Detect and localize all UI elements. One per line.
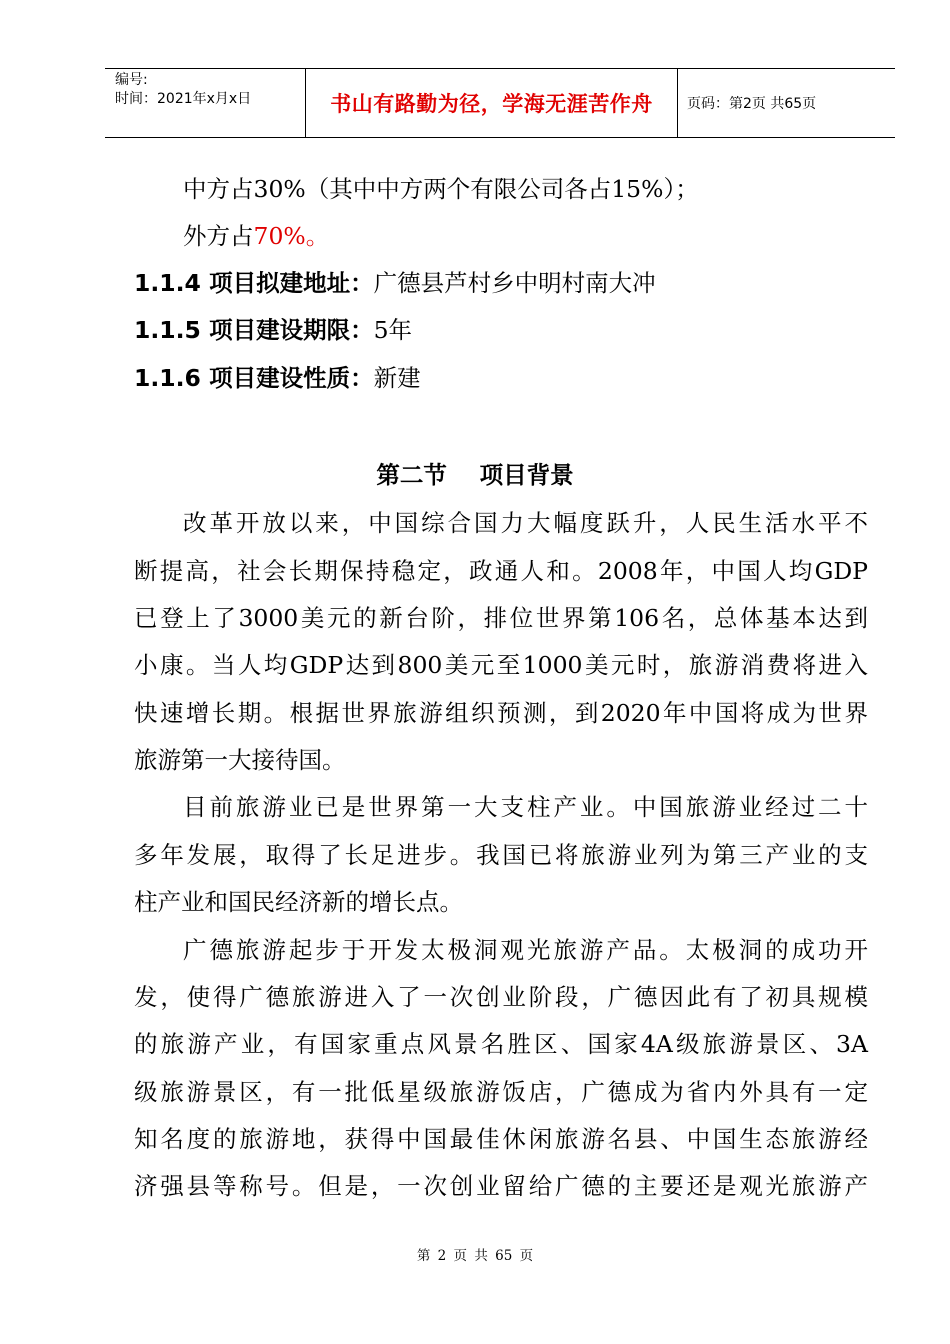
paragraph-line: 旅游第一大接待国。: [134, 746, 346, 774]
nature-label: 1.1.6 项目建设性质：: [134, 364, 374, 392]
paragraph-line: 已登上了3000美元的新台阶，排位世界第106名，总体基本达到: [134, 604, 868, 632]
period-value: 5年: [373, 316, 413, 344]
paragraph-line: 发，使得广德旅游进入了一次创业阶段，广德因此有了初具规模: [134, 983, 868, 1011]
paragraph-line: 的旅游产业，有国家重点风景名胜区、国家4A级旅游景区、3A: [134, 1030, 868, 1058]
paragraph-line: 广德旅游起步于开发太极洞观光旅游产品。太极洞的成功开: [183, 936, 868, 964]
page-header: [105, 68, 895, 138]
paragraph-line: 改革开放以来，中国综合国力大幅度跃升，人民生活水平不: [183, 509, 868, 537]
share-foreign-value: 70%。: [253, 222, 330, 250]
paragraph-line: 多年发展，取得了长足进步。我国已将旅游业列为第三产业的支: [134, 841, 868, 869]
paragraph-line: 快速增长期。根据世界旅游组织预测，到2020年中国将成为世界: [134, 699, 868, 727]
share-foreign-label: 外方占: [183, 222, 254, 250]
paragraph-line: 级旅游景区，有一批低星级旅游饭店，广德成为省内外具有一定: [134, 1078, 868, 1106]
share-chinese-line: 中方占30%（其中中方两个有限公司各占15%）；: [183, 175, 699, 203]
header-page-info: 页码：第2页 共65页: [687, 96, 817, 112]
paragraph-line: 断提高，社会长期保持稳定，政通人和。2008年，中国人均GDP: [134, 557, 868, 585]
period-label: 1.1.5 项目建设期限：: [134, 316, 374, 344]
paragraph-line: 柱产业和国民经济新的增长点。: [134, 888, 463, 916]
paragraph-line: 济强县等称号。但是，一次创业留给广德的主要还是观光旅游产: [134, 1172, 868, 1200]
nature-value: 新建: [373, 364, 421, 392]
share-foreign-line: [183, 219, 329, 253]
period-line: [134, 313, 412, 347]
site-value: 广德县芦村乡中明村南大冲: [373, 269, 656, 297]
document-time: 时间：2021年x月x日: [115, 91, 252, 107]
header-meta: [105, 69, 306, 137]
site-label: 1.1.4 项目拟建地址：: [134, 269, 374, 297]
paragraph-line: 知名度的旅游地，获得中国最佳休闲旅游名县、中国生态旅游经: [134, 1125, 868, 1153]
document-number: 编号:: [115, 72, 148, 88]
nature-line: [134, 361, 421, 395]
site-line: [134, 266, 656, 300]
paragraph-line: 目前旅游业已是世界第一大支柱产业。中国旅游业经过二十: [183, 793, 868, 821]
header-motto: 书山有路勤为径，学海无涯苦作舟: [306, 69, 678, 137]
section-title: 第二节 项目背景: [376, 461, 574, 489]
paragraph-line: 小康。当人均GDP达到800美元至1000美元时，旅游消费将进入: [134, 651, 868, 679]
page-footer: 第 2 页 共 65 页: [416, 1248, 534, 1264]
